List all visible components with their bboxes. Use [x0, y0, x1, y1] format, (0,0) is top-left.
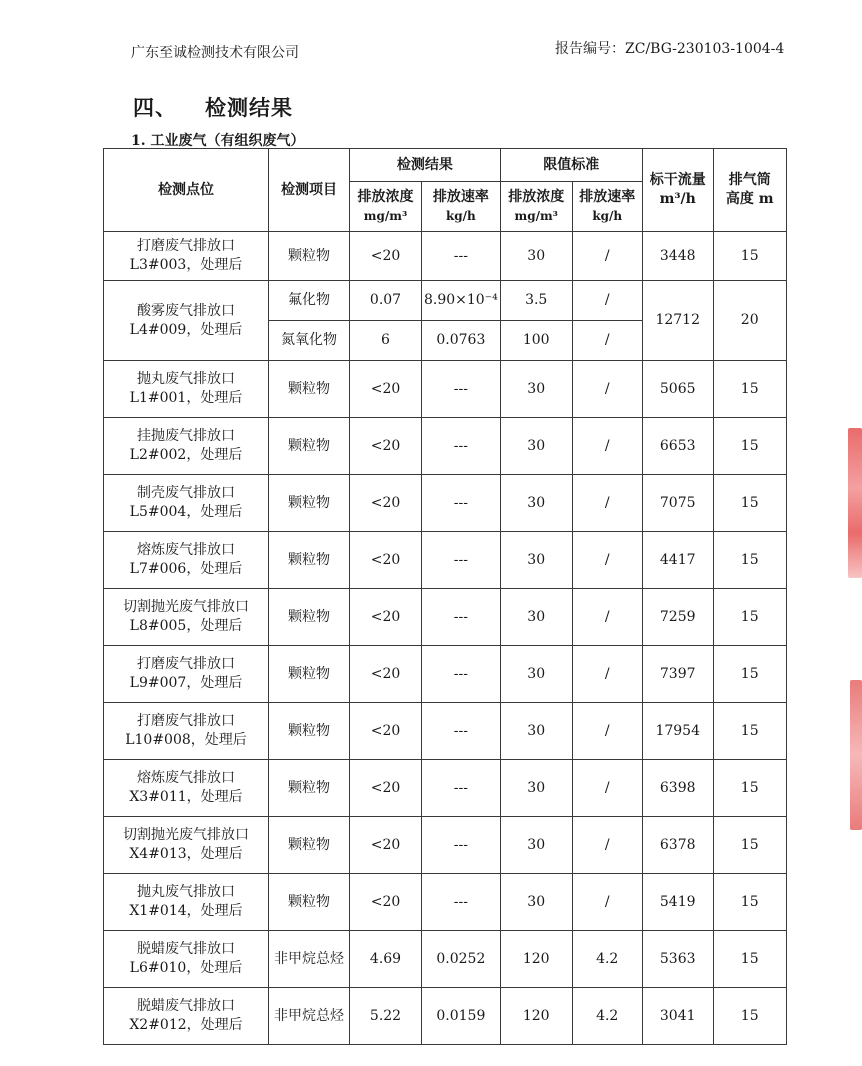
- cell-item: 颗粒物: [269, 646, 350, 703]
- report-number: 报告编号：ZC/BG-230103-1004-4: [555, 41, 785, 57]
- cell-rate: ---: [422, 589, 501, 646]
- cell-limit-rate: /: [572, 760, 642, 817]
- section-title: [133, 92, 293, 122]
- location-name: 酸雾废气排放口: [137, 302, 235, 319]
- location-code: L1#001，处理后: [129, 390, 243, 406]
- cell-location: [104, 760, 269, 817]
- cell-conc: <20: [350, 232, 422, 281]
- table-row: [104, 931, 787, 988]
- cell-flow: 7075: [642, 475, 713, 532]
- table-row: [104, 817, 787, 874]
- cell-flow: 3448: [642, 232, 713, 281]
- location-name: 挂抛废气排放口: [137, 428, 235, 444]
- cell-flow: 12712: [642, 281, 713, 361]
- section-title-text: 检测结果: [205, 95, 293, 120]
- cell-flow: 6398: [642, 760, 713, 817]
- table-row: [104, 589, 787, 646]
- cell-limit-conc: 30: [500, 361, 572, 418]
- cell-flow: 5419: [642, 874, 713, 931]
- cell-item: 氮氧化物: [269, 321, 350, 361]
- cell-flow: 3041: [642, 988, 713, 1045]
- cell-flow: 7397: [642, 646, 713, 703]
- cell-height: 15: [713, 988, 786, 1045]
- location-code: L9#007，处理后: [129, 675, 243, 691]
- cell-limit-conc: 30: [500, 874, 572, 931]
- cell-rate: 0.0159: [422, 988, 501, 1045]
- cell-rate: ---: [422, 703, 501, 760]
- cell-limit-rate: 4.2: [572, 988, 642, 1045]
- header-flow-unit: m³/h: [659, 191, 696, 207]
- cell-location: [104, 874, 269, 931]
- cell-rate: 0.0252: [422, 931, 501, 988]
- red-seal-stamp: [848, 428, 862, 578]
- cell-location: [104, 418, 269, 475]
- cell-limit-conc: 30: [500, 418, 572, 475]
- cell-item: 颗粒物: [269, 760, 350, 817]
- header-result-rate: [422, 182, 501, 232]
- cell-item: 颗粒物: [269, 589, 350, 646]
- location-code: L7#006，处理后: [129, 561, 243, 577]
- cell-height: 15: [713, 874, 786, 931]
- cell-item: 非甲烷总烃: [269, 931, 350, 988]
- cell-flow: 5363: [642, 931, 713, 988]
- cell-rate: ---: [422, 532, 501, 589]
- table-row: [104, 988, 787, 1045]
- cell-rate: ---: [422, 760, 501, 817]
- location-code: L10#008，处理后: [125, 732, 247, 748]
- cell-height: 15: [713, 646, 786, 703]
- cell-item: 颗粒物: [269, 418, 350, 475]
- cell-limit-conc: 30: [500, 646, 572, 703]
- cell-limit-rate: /: [572, 281, 642, 321]
- table-row: [104, 418, 787, 475]
- cell-location: [104, 703, 269, 760]
- header-result-conc: [350, 182, 422, 232]
- table-row: [104, 232, 787, 281]
- cell-height: 15: [713, 418, 786, 475]
- results-table: [103, 148, 787, 1045]
- header-row-1: [104, 149, 787, 182]
- cell-conc: <20: [350, 760, 422, 817]
- cell-rate: ---: [422, 874, 501, 931]
- location-name: 制壳废气排放口: [137, 485, 235, 501]
- cell-limit-rate: /: [572, 532, 642, 589]
- header-limit-group: 限值标准: [500, 149, 642, 182]
- location-code: X1#014，处理后: [129, 903, 243, 919]
- cell-conc: <20: [350, 532, 422, 589]
- cell-item: 颗粒物: [269, 703, 350, 760]
- cell-limit-conc: 30: [500, 817, 572, 874]
- cell-height: 15: [713, 760, 786, 817]
- cell-limit-rate: /: [572, 232, 642, 281]
- cell-item: 颗粒物: [269, 874, 350, 931]
- header-result-conc-label: 排放浓度: [357, 188, 414, 205]
- cell-conc: <20: [350, 817, 422, 874]
- header-limit-rate-label: 排放速率: [579, 188, 636, 205]
- cell-conc: <20: [350, 874, 422, 931]
- cell-conc: <20: [350, 646, 422, 703]
- header-result-group: 检测结果: [350, 149, 501, 182]
- location-name: 抛丸废气排放口: [137, 371, 235, 387]
- cell-flow: 4417: [642, 532, 713, 589]
- cell-rate: ---: [422, 646, 501, 703]
- header-point: 检测点位: [104, 149, 269, 232]
- header-limit-conc-label: 排放浓度: [508, 188, 565, 205]
- cell-location: [104, 988, 269, 1045]
- header-limit-conc: [500, 182, 572, 232]
- cell-location: [104, 646, 269, 703]
- table-row: [104, 281, 787, 321]
- table-row: [104, 361, 787, 418]
- cell-flow: 5065: [642, 361, 713, 418]
- cell-conc: 4.69: [350, 931, 422, 988]
- cell-limit-conc: 3.5: [500, 281, 572, 321]
- cell-rate: ---: [422, 418, 501, 475]
- header-height-label: 排气筒: [728, 172, 771, 188]
- location-name: 熔炼废气排放口: [137, 542, 235, 558]
- location-name: 打磨废气排放口: [137, 656, 235, 672]
- cell-item: 颗粒物: [269, 361, 350, 418]
- cell-item: 颗粒物: [269, 532, 350, 589]
- location-code: L3#003，处理后: [129, 257, 243, 273]
- cell-limit-conc: 120: [500, 988, 572, 1045]
- location-code: L2#002，处理后: [129, 447, 243, 463]
- cell-limit-conc: 30: [500, 589, 572, 646]
- company-name: 广东至诚检测技术有限公司: [131, 45, 299, 61]
- cell-limit-conc: 30: [500, 760, 572, 817]
- cell-flow: 6378: [642, 817, 713, 874]
- cell-conc: 5.22: [350, 988, 422, 1045]
- cell-flow: 17954: [642, 703, 713, 760]
- table-row: [104, 874, 787, 931]
- cell-height: 15: [713, 475, 786, 532]
- header-height-unit: 高度 m: [725, 191, 774, 207]
- cell-conc: <20: [350, 589, 422, 646]
- cell-limit-rate: /: [572, 646, 642, 703]
- table-row: [104, 532, 787, 589]
- cell-limit-conc: 30: [500, 475, 572, 532]
- cell-height: 15: [713, 931, 786, 988]
- cell-item: 颗粒物: [269, 817, 350, 874]
- header-result-rate-label: 排放速率: [432, 188, 489, 205]
- cell-limit-rate: /: [572, 475, 642, 532]
- table-row: [104, 475, 787, 532]
- cell-conc: <20: [350, 475, 422, 532]
- cell-limit-conc: 100: [500, 321, 572, 361]
- cell-location: [104, 475, 269, 532]
- cell-location: [104, 232, 269, 281]
- cell-height: 20: [713, 281, 786, 361]
- location-code: L4#009，处理后: [129, 321, 243, 338]
- table-row: [104, 703, 787, 760]
- cell-height: 15: [713, 532, 786, 589]
- header-height: [713, 149, 786, 232]
- cell-location: [104, 281, 269, 361]
- cell-item: 颗粒物: [269, 475, 350, 532]
- cell-rate: ---: [422, 361, 501, 418]
- location-name: 脱蜡废气排放口: [137, 941, 235, 957]
- location-name: 切割抛光废气排放口: [123, 827, 249, 843]
- cell-height: 15: [713, 817, 786, 874]
- location-code: L8#005，处理后: [129, 618, 243, 634]
- location-name: 熔炼废气排放口: [137, 770, 235, 786]
- header-item: 检测项目: [269, 149, 350, 232]
- cell-location: [104, 817, 269, 874]
- subsection-title: 1. 工业废气（有组织废气）: [131, 133, 305, 149]
- location-code: L5#004，处理后: [129, 504, 243, 520]
- location-code: L6#010，处理后: [129, 960, 243, 976]
- cell-limit-rate: /: [572, 589, 642, 646]
- red-seal-stamp: [850, 680, 862, 830]
- cell-limit-conc: 30: [500, 232, 572, 281]
- location-name: 脱蜡废气排放口: [137, 998, 235, 1014]
- cell-limit-rate: /: [572, 418, 642, 475]
- cell-limit-rate: /: [572, 874, 642, 931]
- cell-location: [104, 589, 269, 646]
- cell-location: [104, 361, 269, 418]
- header-limit-conc-unit: mg/m³: [514, 208, 558, 223]
- cell-location: [104, 931, 269, 988]
- cell-item: 非甲烷总烃: [269, 988, 350, 1045]
- header-flow: [642, 149, 713, 232]
- cell-limit-rate: /: [572, 817, 642, 874]
- cell-conc: 6: [350, 321, 422, 361]
- cell-item: 氟化物: [269, 281, 350, 321]
- location-name: 抛丸废气排放口: [137, 884, 235, 900]
- header-result-conc-unit: mg/m³: [363, 208, 408, 223]
- header-limit-rate: [572, 182, 642, 232]
- table-row: [104, 646, 787, 703]
- cell-height: 15: [713, 361, 786, 418]
- table-row: [104, 760, 787, 817]
- cell-limit-rate: /: [572, 703, 642, 760]
- cell-limit-conc: 30: [500, 532, 572, 589]
- section-number: 四、: [133, 95, 177, 120]
- location-name: 打磨废气排放口: [137, 713, 235, 729]
- location-code: X3#011，处理后: [129, 789, 243, 805]
- cell-item: 颗粒物: [269, 232, 350, 281]
- cell-rate: ---: [422, 475, 501, 532]
- cell-limit-conc: 30: [500, 703, 572, 760]
- header-limit-rate-unit: kg/h: [592, 208, 623, 223]
- cell-conc: <20: [350, 703, 422, 760]
- location-code: X2#012，处理后: [129, 1017, 243, 1033]
- cell-limit-conc: 120: [500, 931, 572, 988]
- cell-limit-rate: 4.2: [572, 931, 642, 988]
- cell-conc: <20: [350, 418, 422, 475]
- cell-limit-rate: /: [572, 361, 642, 418]
- cell-height: 15: [713, 703, 786, 760]
- cell-rate: ---: [422, 232, 501, 281]
- cell-rate: ---: [422, 817, 501, 874]
- location-name: 打磨废气排放口: [137, 238, 235, 254]
- location-code: X4#013，处理后: [129, 846, 243, 862]
- cell-rate: 8.90×10⁻⁴: [422, 281, 501, 321]
- cell-rate: 0.0763: [422, 321, 501, 361]
- cell-flow: 7259: [642, 589, 713, 646]
- cell-limit-rate: /: [572, 321, 642, 361]
- location-name: 切割抛光废气排放口: [123, 599, 249, 615]
- cell-location: [104, 532, 269, 589]
- cell-flow: 6653: [642, 418, 713, 475]
- header-result-rate-unit: kg/h: [445, 208, 476, 223]
- cell-conc: <20: [350, 361, 422, 418]
- cell-height: 15: [713, 232, 786, 281]
- cell-height: 15: [713, 589, 786, 646]
- header-flow-label: 标干流量: [649, 172, 706, 188]
- cell-conc: 0.07: [350, 281, 422, 321]
